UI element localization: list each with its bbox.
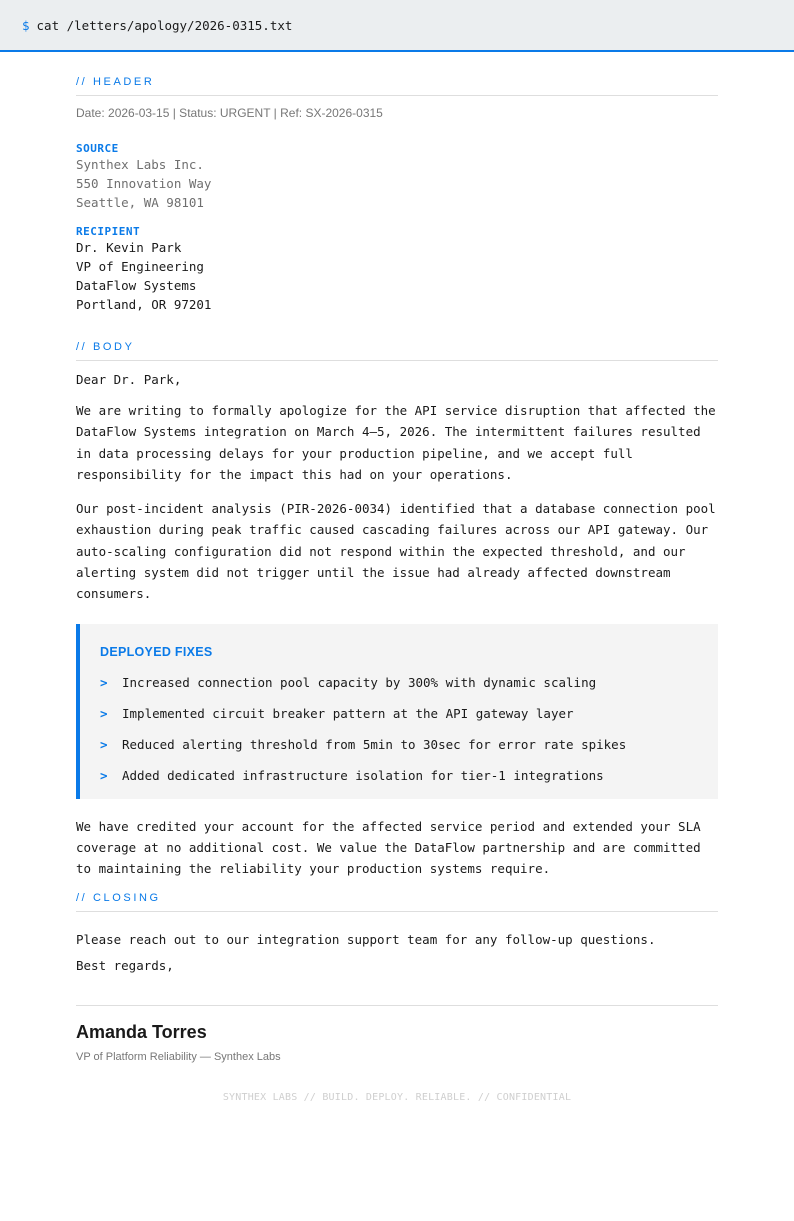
section-label-closing: // CLOSING bbox=[76, 892, 718, 912]
body-paragraph: We have credited your account for the affected service period and extended your SLA coverage at no additional cost. We value the DataFlow partnership and are committed to maintaining the reliability your production systems require. bbox=[76, 818, 701, 877]
letter-meta: Date: 2026-03-15 | Status: URGENT | Ref: SX-2026-0315 bbox=[76, 106, 383, 120]
terminal-bar bbox=[0, 0, 794, 52]
fix-item bbox=[100, 768, 698, 783]
recipient-line: Portland, OR 97201 bbox=[76, 297, 212, 312]
section-label-header: // HEADER bbox=[76, 76, 718, 96]
section-label-body: // BODY bbox=[76, 341, 718, 361]
recipient-line: DataFlow Systems bbox=[76, 278, 197, 293]
fix-text: Added dedicated infrastructure isolation for tier-1 integrations bbox=[122, 767, 604, 783]
signature-name: Amanda Torres bbox=[76, 1021, 207, 1042]
chevron-right-icon: > bbox=[100, 736, 108, 752]
source-line: 550 Innovation Way bbox=[76, 176, 212, 191]
chevron-right-icon: > bbox=[100, 674, 108, 690]
fix-text: Implemented circuit breaker pattern at the API gateway layer bbox=[122, 705, 574, 721]
fix-item bbox=[100, 706, 698, 721]
letter bbox=[0, 76, 794, 1103]
signature-divider bbox=[76, 1005, 718, 1006]
fixes-title: DEPLOYED FIXES bbox=[100, 644, 213, 659]
salutation: Dear Dr. Park, bbox=[76, 372, 182, 387]
terminal-command: cat /letters/apology/2026-0315.txt bbox=[36, 17, 293, 33]
source-line: Seattle, WA 98101 bbox=[76, 195, 204, 210]
signature-title: VP of Platform Reliability — Synthex Labs bbox=[76, 1050, 281, 1063]
fix-text: Increased connection pool capacity by 300% with dynamic scaling bbox=[122, 674, 597, 690]
prompt-symbol: $ bbox=[22, 17, 30, 33]
chevron-right-icon: > bbox=[100, 705, 108, 721]
closing-text: Please reach out to our integration support team for any follow-up questions. bbox=[76, 931, 656, 947]
chevron-right-icon: > bbox=[100, 767, 108, 783]
body-paragraph: We are writing to formally apologize for the API service disruption that affected the DataFlow Systems integration on March 4–5, 2026. The intermittent failures resulted in data processing delays for your production pipeline, and we accept full responsibility for the impact this had on your operations. bbox=[76, 403, 716, 482]
fix-item bbox=[100, 737, 698, 752]
regards: Best regards, bbox=[76, 957, 174, 973]
fix-text: Reduced alerting threshold from 5min to 30sec for error rate spikes bbox=[122, 736, 627, 752]
recipient-line: VP of Engineering bbox=[76, 259, 204, 274]
source-line: Synthex Labs Inc. bbox=[76, 157, 204, 172]
fix-item bbox=[100, 675, 698, 690]
footer: SYNTHEX LABS // BUILD. DEPLOY. RELIABLE. // CONFIDENTIAL bbox=[222, 1091, 572, 1103]
recipient-line: Dr. Kevin Park bbox=[76, 240, 182, 255]
body-paragraph: Our post-incident analysis (PIR-2026-0034) identified that a database connection pool exhaustion during peak traffic caused cascading failures across our API gateway. Our auto-scaling configuration did not respond within the expected threshold, and our alerting system did not trigger until the issue had already affected downstream consumers. bbox=[76, 501, 716, 602]
deployed-fixes-callout bbox=[76, 624, 718, 799]
recipient-label: RECIPIENT bbox=[76, 225, 141, 238]
recipient-address bbox=[76, 225, 718, 314]
source-address bbox=[76, 142, 718, 212]
source-label: SOURCE bbox=[76, 142, 119, 155]
